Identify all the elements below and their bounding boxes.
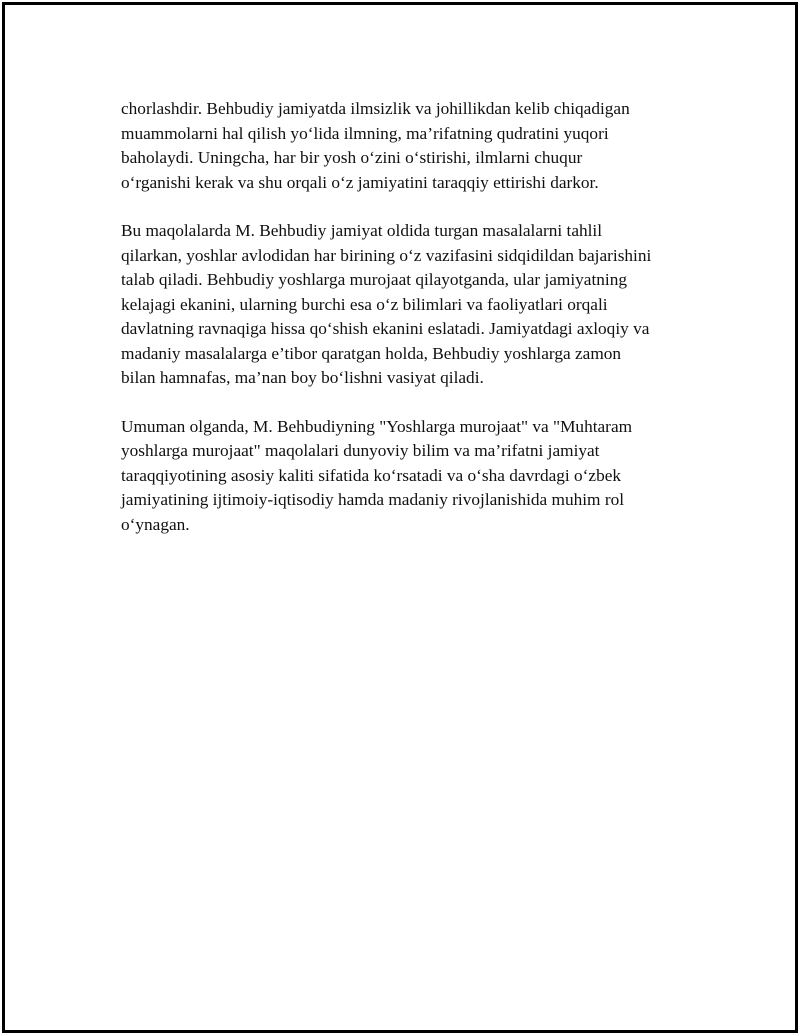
paragraph-3: Umuman olganda, M. Behbudiyning "Yoshlarga murojaat" va "Muhtaram yoshlarga murojaat" maqolalari dunyoviy bilim va ma’rifatni jamiyat taraqqiyotining asosiy kaliti sifatida ko‘rsatadi va o‘sha davrdagi o‘zbek jamiyatining ijtimoiy-iqtisodiy hamda madaniy rivojlanishida muhim rol o‘ynagan. (121, 416, 633, 534)
document-body (121, 97, 711, 561)
paragraph-1: chorlashdir. Behbudiy jamiyatda ilmsizlik va johillikdan kelib chiqadigan muammolarni hal qilish yo‘lida ilmning, ma’rifatning qudratini yuqori baholaydi. Uningcha, har bir yosh o‘zini o‘stirishi, ilmlarni chuqur o‘rganishi kerak va shu orqali o‘z jamiyatini taraqqiy ettirishi darkor. (121, 99, 630, 192)
page-frame (2, 2, 798, 1033)
paragraph-2: Bu maqolalarda M. Behbudiy jamiyat oldida turgan masalalarni tahlil qilarkan, yoshlar avlodidan har birining o‘z vazifasini sidqidildan bajarishini talab qiladi. Behbudiy yoshlarga murojaat qilayotganda, ular jamiyatning kelajagi ekanini, ularning burchi esa o‘z bilimlari va faoliyatlari orqali davlatning ravnaqiga hissa qo‘shish ekanini eslatadi. Jamiyatdagi axloqiy va madaniy masalalarga e’tibor qaratgan holda, Behbudiy yoshlarga zamon bilan hamnafas, ma’nan boy bo‘lishni vasiyat qiladi. (121, 221, 652, 387)
